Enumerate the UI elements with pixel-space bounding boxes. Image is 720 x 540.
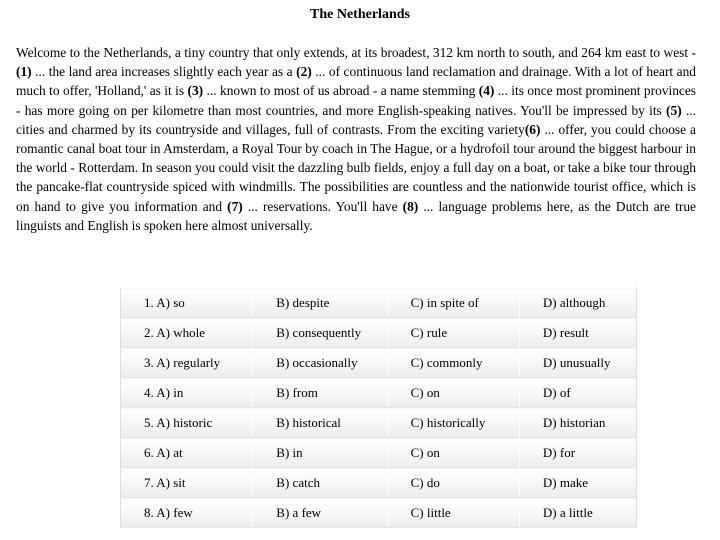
passage-segment: ... the land area increases slightly each year as a: [31, 64, 297, 80]
option-d: D) result: [519, 318, 636, 348]
option-d: D) a little: [519, 498, 636, 528]
option-a: 1. A) so: [121, 288, 253, 318]
option-c: C) do: [387, 468, 519, 498]
option-c: C) rule: [387, 318, 519, 348]
option-d: D) of: [519, 378, 636, 408]
option-d: D) historian: [519, 408, 636, 438]
passage-text: [16, 43, 696, 235]
option-a: 4. A) in: [121, 378, 253, 408]
option-d: D) make: [519, 468, 636, 498]
option-b: B) occasionally: [253, 348, 387, 378]
option-c: C) little: [387, 498, 519, 528]
option-c: C) on: [387, 378, 519, 408]
option-a: 6. A) at: [121, 438, 253, 468]
option-d: D) although: [519, 288, 636, 318]
question-row-2: [121, 318, 637, 348]
gap-marker-6: (6): [524, 121, 541, 137]
passage-segment: ... offer, you could choose a romantic canal boat tour in Amsterdam, a Royal Tour by coach in The Hague, or a hydrofoil tour around the biggest harbour in the world - Rotterdam. In season you could visit the dazzling bulb fields, enjoy a full day on a boat, or take a bike tour through the pancake-flat countryside spiced with windmills. The possibilities are countless and the nationwide tourist office, which is on hand to give you information and: [16, 121, 696, 214]
gap-marker-7: (7): [227, 198, 243, 214]
passage-segment: Welcome to the Netherlands, a tiny country that only extends, at its broadest, 312 km north to south, and 264 km east to west -: [16, 45, 696, 60]
question-row-4: [121, 378, 637, 408]
gap-marker-4: (4): [478, 83, 495, 99]
option-b: B) from: [253, 378, 387, 408]
option-a: 7. A) sit: [121, 468, 253, 498]
passage-segment: ... its once most prominent provinces - has more going on per kilometre than most countries, and more English-speaking natives. You'll be impressed by its: [16, 83, 696, 118]
gap-marker-8: (8): [402, 198, 419, 214]
passage-segment: ... language problems here, as the Dutch are true linguists and English is spoken here almost universally.: [16, 198, 696, 233]
page-title: The Netherlands: [310, 7, 410, 22]
option-c: C) historically: [387, 408, 519, 438]
question-row-8: [121, 498, 637, 528]
option-d: D) unusually: [519, 348, 636, 378]
option-c: C) commonly: [387, 348, 519, 378]
gap-marker-5: (5): [666, 102, 682, 118]
option-b: B) historical: [253, 408, 387, 438]
passage-segment: ... reservations. You'll have: [242, 198, 403, 214]
option-c: C) in spite of: [387, 288, 519, 318]
option-b: B) despite: [253, 288, 387, 318]
question-row-3: [121, 348, 637, 378]
answer-options-table: [120, 287, 637, 528]
option-b: B) catch: [253, 468, 387, 498]
option-b: B) in: [253, 438, 387, 468]
option-a: 5. A) historic: [121, 408, 253, 438]
option-c: C) on: [387, 438, 519, 468]
option-b: B) a few: [253, 498, 387, 528]
passage-segment: ... cities and charmed by its countryside and villages, full of contrasts. From the exciting variety: [16, 102, 696, 137]
passage-segment: ... known to most of us abroad - a name stemming: [203, 83, 479, 99]
passage-segment: ... of continuous land reclamation and drainage. With a lot of heart and much to offer, 'Holland,' as it is: [16, 64, 697, 99]
option-d: D) for: [519, 438, 636, 468]
option-a: 8. A) few: [121, 498, 253, 528]
option-a: 3. A) regularly: [121, 348, 253, 378]
option-a: 2. A) whole: [121, 318, 253, 348]
question-row-6: [121, 438, 637, 468]
option-b: B) consequently: [253, 318, 387, 348]
gap-marker-2: (2): [296, 64, 312, 80]
gap-marker-1: (1): [16, 64, 32, 80]
question-row-7: [121, 468, 637, 498]
gap-marker-3: (3): [187, 83, 204, 99]
question-row-1: [121, 288, 637, 318]
question-row-5: [121, 408, 637, 438]
